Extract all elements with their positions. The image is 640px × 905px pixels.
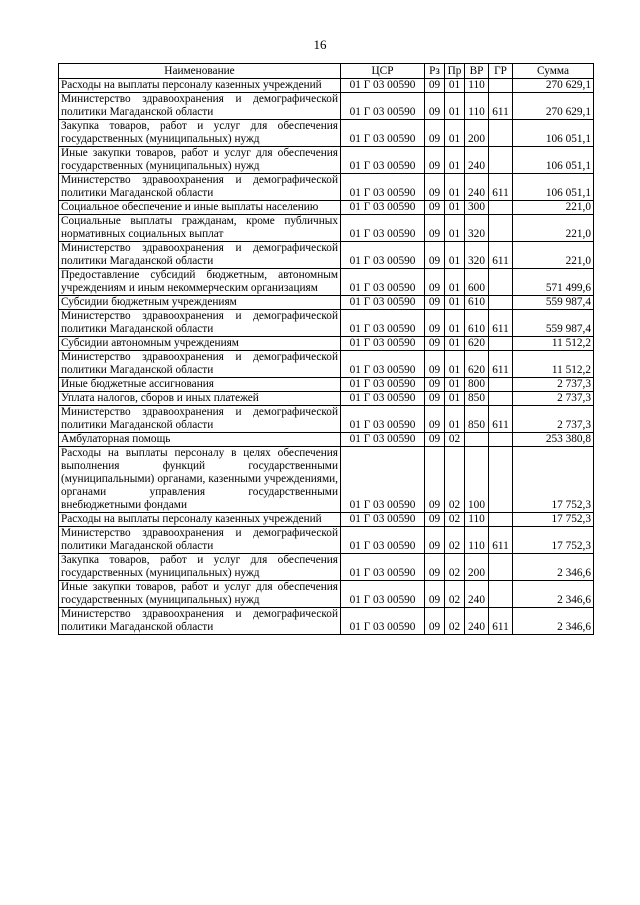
cell-csr: 01 Г 03 00590: [341, 378, 425, 392]
cell-gr: [489, 513, 513, 527]
cell-csr: 01 Г 03 00590: [341, 147, 425, 174]
table-row: [59, 269, 594, 296]
cell-csr: 01 Г 03 00590: [341, 79, 425, 93]
table-row: [59, 513, 594, 527]
table-row: [59, 554, 594, 581]
cell-name: Предоставление субсидий бюджетным, автономным учреждениям и иным некоммерческим организациям: [59, 269, 341, 296]
table-row: [59, 433, 594, 447]
cell-gr: 611: [489, 406, 513, 433]
cell-rz: 09: [425, 608, 445, 635]
cell-gr: [489, 447, 513, 513]
cell-rz: 09: [425, 433, 445, 447]
cell-pr: 01: [445, 242, 465, 269]
header-pr: Пр: [445, 64, 465, 79]
table-row: [59, 174, 594, 201]
cell-pr: 02: [445, 433, 465, 447]
cell-vr: 620: [465, 351, 489, 378]
cell-pr: 02: [445, 447, 465, 513]
cell-gr: 611: [489, 608, 513, 635]
cell-csr: 01 Г 03 00590: [341, 554, 425, 581]
header-gr: ГР: [489, 64, 513, 79]
cell-rz: 09: [425, 269, 445, 296]
cell-sum: 11 512,2: [513, 351, 594, 378]
cell-name: Расходы на выплаты персоналу казенных учреждений: [59, 513, 341, 527]
cell-name: Субсидии бюджетным учреждениям: [59, 296, 341, 310]
cell-sum: 17 752,3: [513, 447, 594, 513]
cell-gr: [489, 269, 513, 296]
cell-vr: [465, 433, 489, 447]
cell-name: Амбулаторная помощь: [59, 433, 341, 447]
cell-sum: 106 051,1: [513, 120, 594, 147]
cell-csr: 01 Г 03 00590: [341, 351, 425, 378]
cell-vr: 620: [465, 337, 489, 351]
budget-table: [58, 63, 594, 635]
cell-vr: 610: [465, 310, 489, 337]
table-row: [59, 296, 594, 310]
table-row: [59, 608, 594, 635]
cell-sum: 2 737,3: [513, 378, 594, 392]
cell-pr: 01: [445, 378, 465, 392]
cell-vr: 110: [465, 79, 489, 93]
cell-csr: 01 Г 03 00590: [341, 215, 425, 242]
cell-gr: [489, 392, 513, 406]
cell-gr: 611: [489, 527, 513, 554]
cell-gr: [489, 120, 513, 147]
cell-pr: 01: [445, 310, 465, 337]
cell-pr: 02: [445, 608, 465, 635]
cell-rz: 09: [425, 554, 445, 581]
cell-rz: 09: [425, 406, 445, 433]
cell-csr: 01 Г 03 00590: [341, 174, 425, 201]
table-row: [59, 351, 594, 378]
cell-name: Министерство здравоохранения и демографической политики Магаданской области: [59, 527, 341, 554]
cell-name: Министерство здравоохранения и демографической политики Магаданской области: [59, 174, 341, 201]
header-vr: ВР: [465, 64, 489, 79]
table-row: [59, 581, 594, 608]
cell-vr: 200: [465, 120, 489, 147]
cell-pr: 01: [445, 79, 465, 93]
cell-vr: 320: [465, 215, 489, 242]
cell-rz: 09: [425, 242, 445, 269]
cell-name: Министерство здравоохранения и демографической политики Магаданской области: [59, 242, 341, 269]
cell-sum: 2 737,3: [513, 406, 594, 433]
cell-rz: 09: [425, 337, 445, 351]
header-csr: ЦСР: [341, 64, 425, 79]
cell-vr: 300: [465, 201, 489, 215]
cell-rz: 09: [425, 215, 445, 242]
cell-rz: 09: [425, 527, 445, 554]
table-row: [59, 527, 594, 554]
cell-name: Министерство здравоохранения и демографической политики Магаданской области: [59, 406, 341, 433]
cell-vr: 100: [465, 447, 489, 513]
cell-pr: 01: [445, 215, 465, 242]
cell-vr: 110: [465, 93, 489, 120]
cell-rz: 09: [425, 79, 445, 93]
cell-name: Министерство здравоохранения и демографической политики Магаданской области: [59, 93, 341, 120]
cell-rz: 09: [425, 120, 445, 147]
cell-vr: 240: [465, 174, 489, 201]
cell-name: Иные закупки товаров, работ и услуг для обеспечения государственных (муниципальных) нужд: [59, 581, 341, 608]
table-row: [59, 79, 594, 93]
cell-pr: 02: [445, 513, 465, 527]
table-row: [59, 310, 594, 337]
header-rz: Рз: [425, 64, 445, 79]
cell-sum: 106 051,1: [513, 174, 594, 201]
cell-csr: 01 Г 03 00590: [341, 201, 425, 215]
table-row: [59, 378, 594, 392]
cell-sum: 221,0: [513, 242, 594, 269]
cell-sum: 559 987,4: [513, 310, 594, 337]
cell-sum: 221,0: [513, 215, 594, 242]
cell-vr: 850: [465, 406, 489, 433]
cell-gr: [489, 581, 513, 608]
cell-sum: 2 346,6: [513, 581, 594, 608]
cell-csr: 01 Г 03 00590: [341, 337, 425, 351]
cell-name: Иные бюджетные ассигнования: [59, 378, 341, 392]
table-row: [59, 93, 594, 120]
cell-pr: 01: [445, 269, 465, 296]
table-row: [59, 406, 594, 433]
cell-csr: 01 Г 03 00590: [341, 392, 425, 406]
cell-gr: 611: [489, 310, 513, 337]
cell-sum: 270 629,1: [513, 79, 594, 93]
cell-csr: 01 Г 03 00590: [341, 406, 425, 433]
cell-csr: 01 Г 03 00590: [341, 296, 425, 310]
cell-name: Министерство здравоохранения и демографической политики Магаданской области: [59, 351, 341, 378]
cell-rz: 09: [425, 201, 445, 215]
cell-pr: 02: [445, 527, 465, 554]
cell-vr: 110: [465, 527, 489, 554]
cell-rz: 09: [425, 378, 445, 392]
cell-name: Расходы на выплаты персоналу казенных учреждений: [59, 79, 341, 93]
cell-csr: 01 Г 03 00590: [341, 581, 425, 608]
cell-gr: [489, 201, 513, 215]
cell-vr: 320: [465, 242, 489, 269]
cell-vr: 240: [465, 581, 489, 608]
cell-sum: 270 629,1: [513, 93, 594, 120]
cell-name: Субсидии автономным учреждениям: [59, 337, 341, 351]
cell-sum: 559 987,4: [513, 296, 594, 310]
cell-rz: 09: [425, 147, 445, 174]
cell-sum: 253 380,8: [513, 433, 594, 447]
cell-name: Закупка товаров, работ и услуг для обеспечения государственных (муниципальных) нужд: [59, 120, 341, 147]
cell-rz: 09: [425, 581, 445, 608]
page-number: 16: [313, 37, 327, 52]
cell-csr: 01 Г 03 00590: [341, 242, 425, 269]
header-name: Наименование: [59, 64, 341, 79]
cell-pr: 01: [445, 337, 465, 351]
cell-sum: 2 346,6: [513, 554, 594, 581]
cell-gr: [489, 215, 513, 242]
header-sum: Сумма: [513, 64, 594, 79]
cell-vr: 240: [465, 147, 489, 174]
cell-gr: 611: [489, 93, 513, 120]
cell-vr: 240: [465, 608, 489, 635]
cell-pr: 01: [445, 147, 465, 174]
cell-gr: 611: [489, 351, 513, 378]
cell-sum: 17 752,3: [513, 513, 594, 527]
cell-gr: [489, 296, 513, 310]
cell-pr: 01: [445, 120, 465, 147]
cell-pr: 01: [445, 296, 465, 310]
cell-name: Министерство здравоохранения и демографической политики Магаданской области: [59, 310, 341, 337]
cell-pr: 01: [445, 392, 465, 406]
cell-vr: 610: [465, 296, 489, 310]
cell-sum: 11 512,2: [513, 337, 594, 351]
table-row: [59, 242, 594, 269]
cell-name: Иные закупки товаров, работ и услуг для обеспечения государственных (муниципальных) нужд: [59, 147, 341, 174]
cell-csr: 01 Г 03 00590: [341, 269, 425, 296]
table-row: [59, 215, 594, 242]
cell-vr: 110: [465, 513, 489, 527]
cell-name: Министерство здравоохранения и демографической политики Магаданской области: [59, 608, 341, 635]
cell-rz: 09: [425, 392, 445, 406]
cell-pr: 01: [445, 201, 465, 215]
cell-vr: 600: [465, 269, 489, 296]
cell-rz: 09: [425, 351, 445, 378]
cell-name: Расходы на выплаты персоналу в целях обеспечения выполнения функций государственными (муниципальными) органами, казенными учреждениями, органами управления государственными внебюджетными фондами: [59, 447, 341, 513]
cell-gr: 611: [489, 242, 513, 269]
cell-sum: 2 346,6: [513, 608, 594, 635]
cell-gr: 611: [489, 174, 513, 201]
cell-csr: 01 Г 03 00590: [341, 93, 425, 120]
cell-gr: [489, 147, 513, 174]
cell-sum: 221,0: [513, 201, 594, 215]
table-row: [59, 447, 594, 513]
cell-gr: [489, 433, 513, 447]
cell-gr: [489, 337, 513, 351]
cell-csr: 01 Г 03 00590: [341, 310, 425, 337]
cell-pr: 01: [445, 93, 465, 120]
cell-name: Социальное обеспечение и иные выплаты населению: [59, 201, 341, 215]
cell-gr: [489, 554, 513, 581]
cell-vr: 200: [465, 554, 489, 581]
cell-name: Закупка товаров, работ и услуг для обеспечения государственных (муниципальных) нужд: [59, 554, 341, 581]
cell-csr: 01 Г 03 00590: [341, 608, 425, 635]
cell-pr: 01: [445, 406, 465, 433]
cell-rz: 09: [425, 174, 445, 201]
cell-rz: 09: [425, 513, 445, 527]
cell-csr: 01 Г 03 00590: [341, 433, 425, 447]
cell-pr: 02: [445, 581, 465, 608]
cell-csr: 01 Г 03 00590: [341, 447, 425, 513]
cell-sum: 2 737,3: [513, 392, 594, 406]
cell-rz: 09: [425, 447, 445, 513]
cell-sum: 571 499,6: [513, 269, 594, 296]
cell-pr: 01: [445, 174, 465, 201]
cell-pr: 01: [445, 351, 465, 378]
table-header-row: [59, 64, 594, 79]
cell-gr: [489, 378, 513, 392]
table-body: [59, 79, 594, 635]
cell-name: Социальные выплаты гражданам, кроме публичных нормативных социальных выплат: [59, 215, 341, 242]
table-row: [59, 201, 594, 215]
cell-csr: 01 Г 03 00590: [341, 120, 425, 147]
cell-vr: 800: [465, 378, 489, 392]
cell-pr: 02: [445, 554, 465, 581]
cell-rz: 09: [425, 93, 445, 120]
table-row: [59, 120, 594, 147]
cell-csr: 01 Г 03 00590: [341, 527, 425, 554]
cell-rz: 09: [425, 296, 445, 310]
cell-gr: [489, 79, 513, 93]
cell-rz: 09: [425, 310, 445, 337]
table-row: [59, 147, 594, 174]
cell-name: Уплата налогов, сборов и иных платежей: [59, 392, 341, 406]
cell-vr: 850: [465, 392, 489, 406]
cell-csr: 01 Г 03 00590: [341, 513, 425, 527]
cell-sum: 17 752,3: [513, 527, 594, 554]
table-row: [59, 337, 594, 351]
table-row: [59, 392, 594, 406]
cell-sum: 106 051,1: [513, 147, 594, 174]
